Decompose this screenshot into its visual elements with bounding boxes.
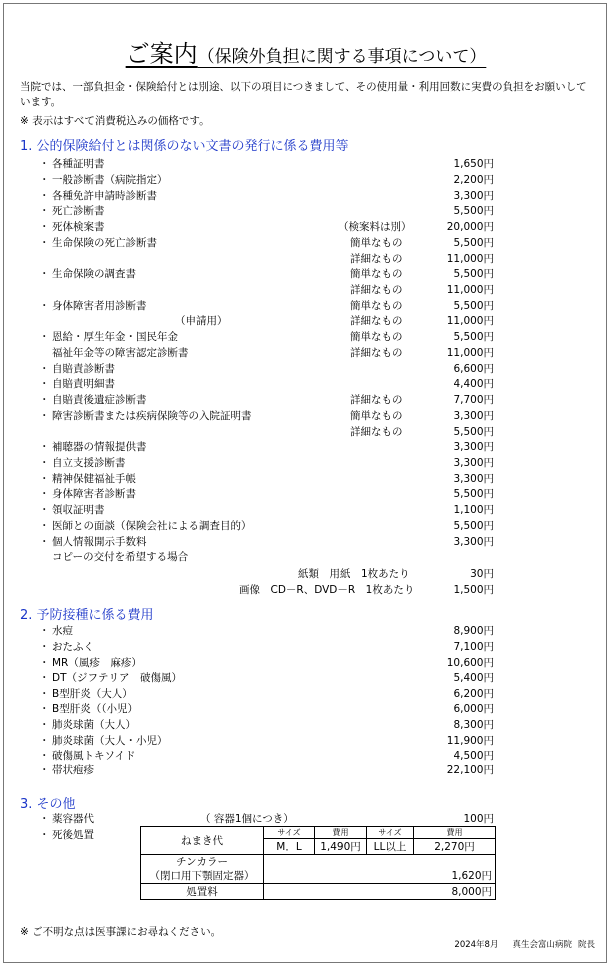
row-label: 恩給・厚生年金・国民年金 (52, 331, 178, 343)
chin-collar-line1: チンカラー (176, 856, 228, 868)
container-fee-row (0, 811, 612, 827)
treatment-fee-label: 処置料 (141, 884, 264, 900)
vaccine-row (0, 639, 612, 655)
fee-row (0, 486, 612, 502)
row-label: 生命保険の調査書 (52, 268, 136, 280)
row-label: DT（ジフテリア 破傷風） (52, 672, 182, 684)
bullet: ・ (39, 190, 50, 202)
row-price: 1,100円 (453, 504, 494, 516)
fee-row (0, 439, 612, 455)
row-note: 簡単なもの (350, 268, 403, 280)
title-sub: （保険外負担に関する事項について） (197, 47, 487, 67)
fee-row (0, 566, 612, 582)
bullet: ・ (39, 703, 50, 715)
fee-row (0, 549, 612, 565)
bullet: ・ (39, 457, 50, 469)
fee-row (0, 219, 612, 235)
row-label: B型肝炎（大人） (52, 688, 133, 700)
row-price: 6,200円 (453, 688, 494, 700)
bullet: ・ (39, 205, 50, 217)
row-label: 薬容器代 (52, 813, 94, 825)
row-label: B型肝炎（（小児） (52, 703, 138, 715)
row-price: 3,300円 (453, 441, 494, 453)
row-note: 詳細なもの (350, 253, 403, 265)
row-price: 5,500円 (453, 426, 494, 438)
row-note: 簡単なもの (350, 410, 403, 422)
hospital-name: 真生会富山病院 (512, 940, 572, 950)
row-price: 11,900円 (446, 735, 494, 747)
row-label: 肺炎球菌（大人） (52, 719, 136, 731)
bullet: ・ (39, 641, 50, 653)
row-label: 自賠責診断書 (52, 363, 115, 375)
bullet: ・ (39, 829, 50, 841)
bullet: ・ (39, 331, 50, 343)
row-note: 簡単なもの (350, 237, 403, 249)
row-price: 11,000円 (446, 315, 494, 327)
row-price: 6,000円 (453, 703, 494, 715)
section-heading-3: 3. その他 (20, 797, 76, 812)
fee-row (0, 282, 612, 298)
bullet: ・ (39, 750, 50, 762)
nemaki-label: ねまき代 (141, 827, 264, 855)
fee-row (0, 298, 612, 314)
fee-row (0, 203, 612, 219)
fee-row (0, 313, 612, 329)
after-death-fee-table (140, 826, 496, 900)
chin-collar-line2: （閉口用下顎固定器） (149, 870, 255, 882)
bullet: ・ (39, 268, 50, 280)
fee-row (0, 188, 612, 204)
row-price: 22,100円 (446, 764, 494, 776)
size-header: サイズ (367, 827, 414, 839)
row-label: 福祉年金等の障害認定診断書 (52, 347, 189, 359)
bullet: ・ (39, 237, 50, 249)
row-note: （検案料は別） (338, 221, 412, 233)
fee-row (0, 408, 612, 424)
bullet: ・ (39, 300, 50, 312)
bullet: ・ (39, 174, 50, 186)
row-note: （ 容器1個につき） (200, 813, 294, 825)
row-label: 各種証明書 (52, 158, 105, 170)
row-price: 5,500円 (453, 237, 494, 249)
bullet: ・ (39, 158, 50, 170)
row-label: コピーの交付を希望する場合 (52, 551, 189, 563)
row-note: 詳細なもの (350, 426, 403, 438)
row-price: 10,600円 (446, 657, 494, 669)
inquiry-note: ※ ご不明な点は医事課にお尋ねください。 (20, 926, 222, 938)
size-header: サイズ (264, 827, 315, 839)
row-note: 紙類 用紙 1枚あたり (298, 568, 410, 580)
issue-date: 2024年8月 (454, 940, 499, 950)
bullet: ・ (39, 625, 50, 637)
fee-row (0, 471, 612, 487)
fee-ml: 1,490円 (315, 839, 367, 855)
fee-row (0, 329, 612, 345)
row-note: 簡単なもの (350, 331, 403, 343)
vaccine-row (0, 670, 612, 686)
row-note: 簡単なもの (350, 300, 403, 312)
row-label: 障害診断書または疾病保険等の入院証明書 (52, 410, 252, 422)
fee-row (0, 424, 612, 440)
bullet: ・ (39, 735, 50, 747)
bullet: ・ (39, 410, 50, 422)
row-price: 4,500円 (453, 750, 494, 762)
fee-row (0, 172, 612, 188)
row-price: 5,500円 (453, 205, 494, 217)
size-ml: M．L (264, 839, 315, 855)
fee-header: 費用 (414, 827, 496, 839)
fee-row (0, 455, 612, 471)
fee-row (0, 235, 612, 251)
row-price: 5,400円 (453, 672, 494, 684)
row-price: 5,500円 (453, 300, 494, 312)
bullet: ・ (39, 378, 50, 390)
row-label: （申請用） (175, 315, 228, 327)
bullet: ・ (39, 813, 50, 825)
row-label: 個人情報開示手数料 (52, 536, 147, 548)
row-note: 詳細なもの (350, 347, 403, 359)
row-label: 帯状疱疹 (52, 764, 94, 776)
row-label: 補聴器の情報提供書 (52, 441, 147, 453)
bullet: ・ (39, 672, 50, 684)
row-price: 3,300円 (453, 410, 494, 422)
tax-note: ※ 表示はすべて消費税込みの価格です。 (20, 115, 210, 127)
row-label: 領収証明書 (52, 504, 105, 516)
row-price: 11,000円 (446, 253, 494, 265)
bullet: ・ (39, 441, 50, 453)
page-title (0, 34, 612, 69)
bullet: ・ (39, 221, 50, 233)
fee-row (0, 392, 612, 408)
row-price: 7,700円 (453, 394, 494, 406)
fee-row (0, 345, 612, 361)
signature (440, 938, 595, 950)
row-label: MR（風疹 麻疹） (52, 657, 142, 669)
fee-row (0, 582, 612, 598)
row-price: 1,500円 (453, 584, 494, 596)
section-heading-1: 1. 公的保険給付とは関係のない文書の発行に係る費用等 (20, 139, 349, 154)
row-price: 3,300円 (453, 473, 494, 485)
row-label: 生命保険の死亡診断書 (52, 237, 157, 249)
row-label: 自賠責後遺症診断書 (52, 394, 147, 406)
row-price: 1,650円 (453, 158, 494, 170)
chin-collar-label (141, 855, 264, 884)
bullet: ・ (39, 394, 50, 406)
bullet: ・ (39, 363, 50, 375)
vaccine-row (0, 686, 612, 702)
size-ll: LL以上 (367, 839, 414, 855)
row-label: 肺炎球菌（大人・小児） (52, 735, 168, 747)
vaccine-row (0, 655, 612, 671)
row-price: 5,500円 (453, 331, 494, 343)
director-title: 院長 (577, 940, 595, 950)
row-price: 100円 (463, 813, 494, 825)
bullet: ・ (39, 504, 50, 516)
row-price: 3,300円 (453, 190, 494, 202)
row-price: 11,000円 (446, 347, 494, 359)
fee-header: 費用 (315, 827, 367, 839)
row-price: 8,900円 (453, 625, 494, 637)
vaccine-row (0, 762, 612, 778)
row-note: 詳細なもの (350, 315, 403, 327)
row-price: 2,200円 (453, 174, 494, 186)
fee-row (0, 266, 612, 282)
row-price: 7,100円 (453, 641, 494, 653)
row-price: 5,500円 (453, 520, 494, 532)
bullet: ・ (39, 764, 50, 776)
fee-row (0, 156, 612, 172)
bullet: ・ (39, 520, 50, 532)
row-label: 破傷風トキソイド (52, 750, 136, 762)
fee-row (0, 361, 612, 377)
row-price: 5,500円 (453, 268, 494, 280)
row-label: 死後処置 (52, 829, 94, 841)
row-price: 6,600円 (453, 363, 494, 375)
row-label: 死亡診断書 (52, 205, 105, 217)
treatment-fee: 8,000円 (264, 884, 496, 900)
row-price: 30円 (470, 568, 494, 580)
fee-ll: 2,270円 (414, 839, 496, 855)
bullet: ・ (39, 688, 50, 700)
vaccine-row (0, 623, 612, 639)
row-label: 自賠責明細書 (52, 378, 115, 390)
row-price: 8,300円 (453, 719, 494, 731)
bullet: ・ (39, 536, 50, 548)
fee-row (0, 376, 612, 392)
row-price: 20,000円 (446, 221, 494, 233)
row-label: おたふく (52, 641, 94, 653)
bullet: ・ (39, 473, 50, 485)
row-label: 死体検案書 (52, 221, 105, 233)
row-label: 医師との面談（保険会社による調査目的） (52, 520, 252, 532)
row-note: 詳細なもの (350, 394, 403, 406)
row-label: 各種免許申請時診断書 (52, 190, 157, 202)
row-label: 身体障害者用診断書 (52, 300, 147, 312)
row-price: 3,300円 (453, 457, 494, 469)
vaccine-row (0, 717, 612, 733)
row-label: 精神保健福祉手帳 (52, 473, 136, 485)
row-label: 一般診断書（病院指定） (52, 174, 168, 186)
fee-row (0, 518, 612, 534)
chin-collar-fee: 1,620円 (264, 855, 496, 884)
row-price: 4,400円 (453, 378, 494, 390)
row-note: 詳細なもの (350, 284, 403, 296)
vaccine-row (0, 733, 612, 749)
bullet: ・ (39, 719, 50, 731)
row-label: 水痘 (52, 625, 73, 637)
fee-row (0, 534, 612, 550)
bullet: ・ (39, 657, 50, 669)
vaccine-row (0, 701, 612, 717)
bullet: ・ (39, 488, 50, 500)
fee-row (0, 502, 612, 518)
fee-row (0, 251, 612, 267)
title-main: ご案内 (125, 40, 198, 68)
row-note: 画像 CD－R、DVD－R 1枚あたり (239, 584, 415, 596)
row-price: 3,300円 (453, 536, 494, 548)
row-price: 5,500円 (453, 488, 494, 500)
row-label: 自立支援診断書 (52, 457, 126, 469)
row-label: 身体障害者診断書 (52, 488, 136, 500)
section-heading-2: 2. 予防接種に係る費用 (20, 608, 154, 623)
row-price: 11,000円 (446, 284, 494, 296)
intro-text: 当院では、一部負担金・保険給付とは別途、以下の項目につきまして、その使用量・利用回数に実費の負担をお願いしています。 (20, 81, 587, 108)
